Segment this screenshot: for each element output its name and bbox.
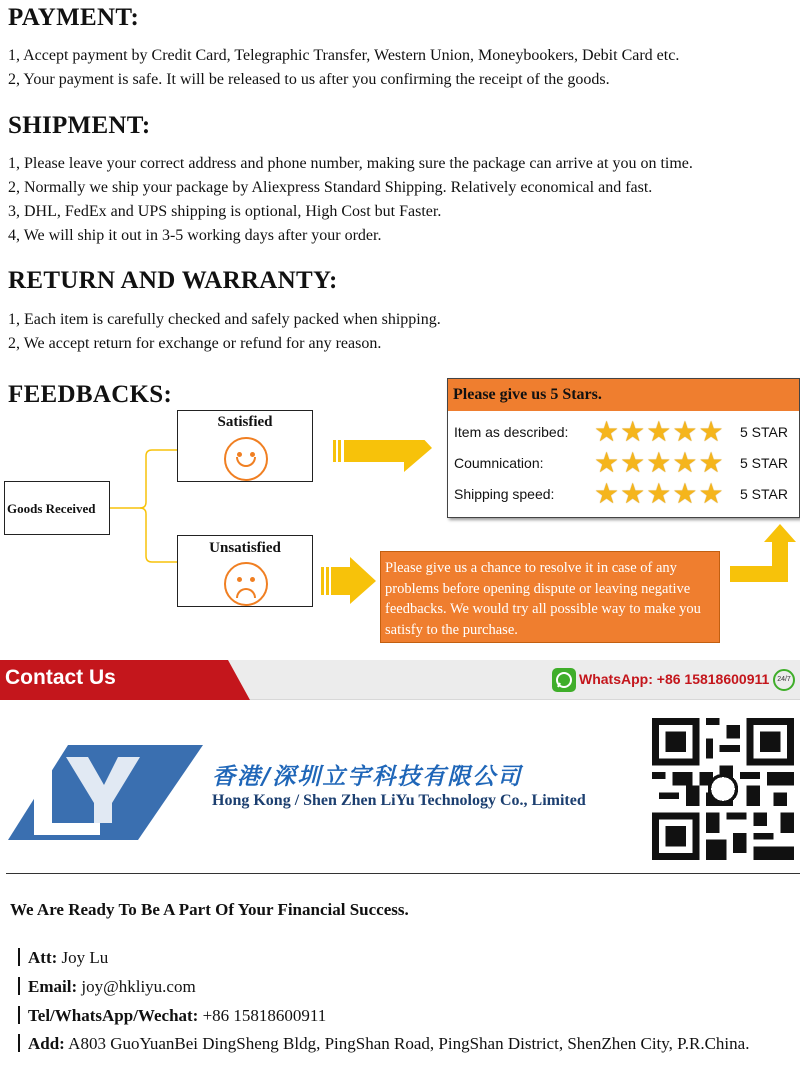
unsatisfied-label: Unsatisfied	[209, 540, 281, 556]
payment-heading: PAYMENT:	[8, 4, 140, 31]
company-name-cn: 香港/深圳立宇科技有限公司	[212, 764, 523, 790]
smile-icon	[224, 437, 268, 481]
star-icon: ★	[646, 446, 672, 479]
unsatisfied-note: Please give us a chance to resolve it in case of any problems before opening dispute or leaving negative feedbacks. We would try all possible way to make you satisfy to the purchase.	[380, 551, 720, 643]
star-icon: ★	[620, 446, 646, 479]
rating-panel	[447, 378, 800, 518]
return-line-2: 2, We accept return for exchange or refund for any reason.	[8, 335, 382, 352]
rating-value-item: 5 STAR	[740, 424, 788, 440]
unsatisfied-box	[177, 535, 313, 607]
arrow-up-to-rating-icon	[730, 524, 796, 582]
rating-stars-communication	[594, 446, 724, 479]
rating-title: Please give us 5 Stars.	[448, 379, 799, 411]
goods-received-box	[4, 481, 110, 535]
satisfied-box	[177, 410, 313, 482]
payment-line-1: 1, Accept payment by Credit Card, Telegraphic Transfer, Western Union, Moneybookers, Debit Card etc.	[8, 47, 680, 64]
shipment-heading: SHIPMENT:	[8, 112, 151, 139]
whatsapp-number[interactable]: WhatsApp: +86 15818600911	[579, 671, 770, 687]
star-icon: ★	[672, 477, 698, 510]
section-divider	[6, 873, 800, 874]
whatsapp-icon	[552, 668, 576, 692]
star-icon: ★	[672, 446, 698, 479]
email-label: Email:	[28, 977, 78, 996]
rating-value-shipping: 5 STAR	[740, 486, 788, 502]
star-icon: ★	[646, 477, 672, 510]
arrow-to-rating-icon	[333, 440, 432, 472]
address-label: Add:	[28, 1034, 65, 1053]
star-icon: ★	[698, 415, 724, 448]
arrow-to-note-icon	[321, 557, 376, 604]
att-label: Att:	[28, 948, 58, 967]
star-icon: ★	[698, 477, 724, 510]
return-heading: RETURN AND WARRANTY:	[8, 267, 338, 294]
goods-received-label: Goods Received	[7, 501, 96, 516]
shipment-line-2: 2, Normally we ship your package by Aliexpress Standard Shipping. Relatively economical and fast.	[8, 179, 653, 196]
liyu-logo-icon	[8, 745, 203, 840]
rating-label-shipping: Shipping speed:	[454, 486, 555, 502]
contact-bar	[0, 660, 800, 700]
shipment-line-4: 4, We will ship it out in 3-5 working days after your order.	[8, 227, 382, 244]
address-value: A803 GuoYuanBei DingSheng Bldg, PingShan Road, PingShan District, ShenZhen City, P.R.China.	[68, 1034, 750, 1053]
contact-title: Contact Us	[5, 666, 116, 689]
star-icon: ★	[594, 477, 620, 510]
return-line-1: 1, Each item is carefully checked and safely packed when shipping.	[8, 311, 441, 328]
star-icon: ★	[646, 415, 672, 448]
star-icon: ★	[698, 446, 724, 479]
payment-line-2: 2, Your payment is safe. It will be released to us after you confirming the receipt of the goods.	[8, 71, 610, 88]
shipment-line-1: 1, Please leave your correct address and phone number, making sure the package can arrive at you on time.	[8, 155, 693, 172]
support-24-7-icon: 24/7	[773, 669, 795, 691]
feedbacks-heading: FEEDBACKS:	[8, 381, 173, 408]
rating-label-item: Item as described:	[454, 424, 569, 440]
shipment-line-3: 3, DHL, FedEx and UPS shipping is optional, High Cost but Faster.	[8, 203, 442, 220]
tel-value[interactable]: +86 15818600911	[202, 1006, 327, 1025]
email-value[interactable]: joy@hkliyu.com	[81, 977, 196, 996]
satisfied-label: Satisfied	[217, 414, 273, 430]
rating-stars-item	[594, 415, 724, 448]
star-icon: ★	[620, 477, 646, 510]
tagline: We Are Ready To Be A Part Of Your Financial Success.	[10, 900, 409, 919]
tel-label: Tel/WhatsApp/Wechat:	[28, 1006, 199, 1025]
address-row	[18, 1034, 749, 1054]
att-row	[18, 948, 108, 968]
star-icon: ★	[620, 415, 646, 448]
sad-face-icon	[224, 562, 268, 606]
att-value: Joy Lu	[61, 948, 109, 967]
qr-code-icon[interactable]	[652, 718, 794, 860]
star-icon: ★	[594, 446, 620, 479]
rating-value-communication: 5 STAR	[740, 455, 788, 471]
rating-label-communication: Coumnication:	[454, 455, 544, 471]
email-row	[18, 977, 196, 997]
company-name-en: Hong Kong / Shen Zhen LiYu Technology Co., Limited	[212, 792, 586, 809]
star-icon: ★	[594, 415, 620, 448]
rating-stars-shipping	[594, 477, 724, 510]
star-icon: ★	[672, 415, 698, 448]
tel-row	[18, 1006, 326, 1026]
